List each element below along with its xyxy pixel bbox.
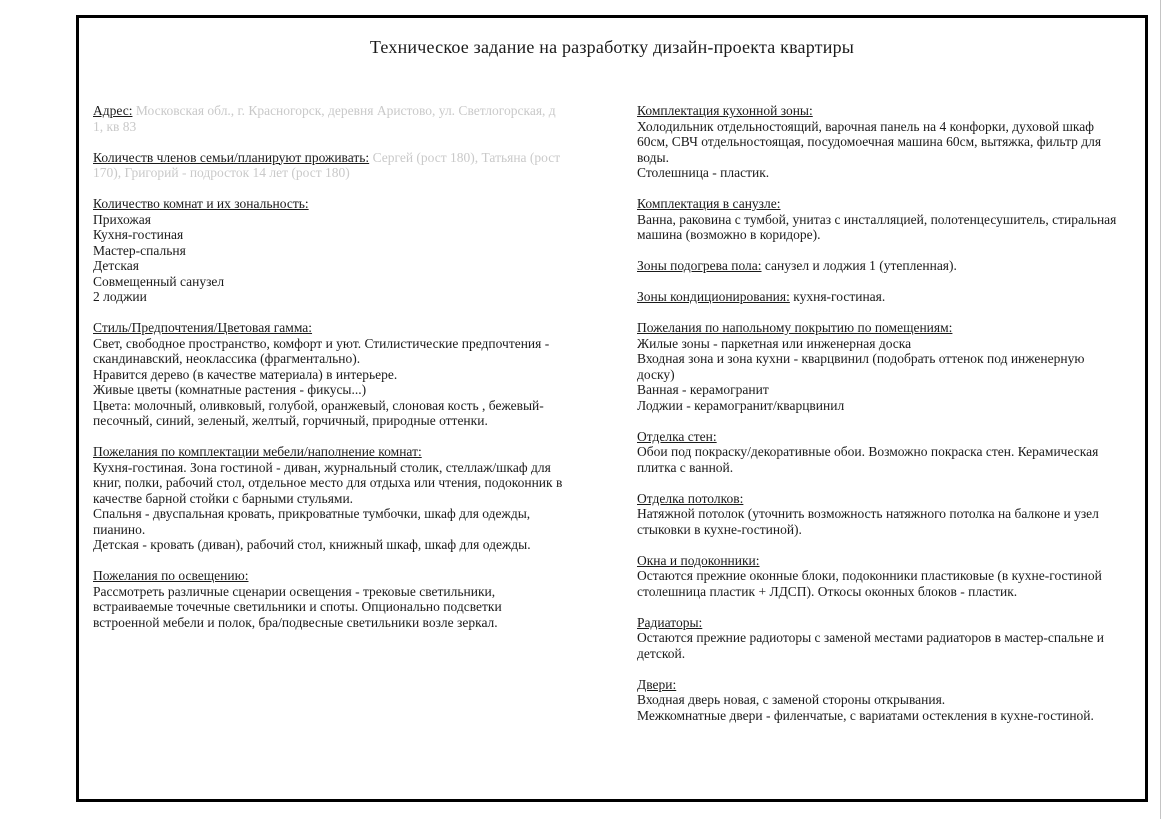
section-paragraph: Ванная - керамогранит <box>637 382 769 397</box>
section-paragraph: Натяжной потолок (уточнить возможность натяжного потолка на балконе и узел стыковки в кухне-гостиной). <box>637 506 1099 537</box>
section-heading: Зоны подогрева пола: <box>637 258 762 273</box>
section-paragraph: Нравится дерево (в качестве материала) в интерьере. <box>93 366 398 382</box>
document-section <box>637 677 1118 724</box>
document-page <box>76 15 1148 802</box>
document-section <box>637 103 1118 181</box>
section-paragraph: Детская <box>93 258 139 273</box>
document-title: Техническое задание на разработку дизайн-проекта квартиры <box>369 37 855 57</box>
section-heading: Адрес: <box>93 103 133 118</box>
section-paragraph: Ванна, раковина с тумбой, унитаз с инсталляцией, полотенцесушитель, стиральная машина (возможно в коридоре). <box>637 211 1117 242</box>
section-paragraph: Кухня-гостиная <box>93 227 184 242</box>
document-section <box>637 289 1118 305</box>
document-section <box>637 553 1118 600</box>
section-heading: Отделка потолков: <box>637 490 744 506</box>
section-paragraph: Лоджии - керамогранит/кварцвинил <box>637 397 845 413</box>
left-column <box>93 103 566 739</box>
section-paragraph: Входная зона и зона кухни - кварцвинил (подобрать оттенок под инженерную доску) <box>637 351 1085 382</box>
document-section <box>637 258 1118 274</box>
section-heading: Комплектация в санузле: <box>637 196 781 211</box>
window-right-edge <box>1160 0 1161 819</box>
section-heading: Окна и подоконники: <box>637 552 760 568</box>
section-text: Сергей (рост 180), Татьяна (рост 170), Григорий - подросток 14 лет (рост 180) <box>93 149 561 180</box>
document-section <box>93 568 566 630</box>
section-paragraph: 2 лоджии <box>93 289 147 304</box>
section-paragraph: Входная дверь новая, с заменой стороны открывания. <box>637 692 946 707</box>
section-heading: Стиль/Предпочтения/Цветовая гамма: <box>93 320 313 335</box>
section-paragraph: Обои под покраску/декоративные обои. Возможно покраска стен. Керамическая плитка с ванной. <box>637 444 1099 475</box>
document-section <box>637 429 1118 476</box>
section-paragraph: Совмещенный санузел <box>93 273 225 289</box>
section-paragraph: Свет, свободное пространство, комфорт и уют. Стилистические предпочтения - скандинавский, неоклассика (фрагментально). <box>93 335 550 366</box>
document-section <box>637 196 1118 243</box>
section-paragraph: Столешница - пластик. <box>637 165 770 180</box>
section-paragraph <box>93 150 566 181</box>
section-paragraph: Спальня - двуспальная кровать, прикроватные тумбочки, шкаф для одежды, пианино. <box>93 506 531 537</box>
section-paragraph: Остаются прежние радиоторы с заменой местами радиаторов в мастер-спальне и детской. <box>637 630 1104 661</box>
section-paragraph <box>637 289 1118 305</box>
section-heading: Зоны кондиционирования: <box>637 289 790 304</box>
right-column <box>637 103 1118 739</box>
section-heading: Двери: <box>637 676 677 692</box>
section-text: Московская обл., г. Красногорск, деревня Аристово, ул. Светлогорская, д 1, кв 83 <box>93 103 556 134</box>
document-section <box>93 320 566 429</box>
section-paragraph: Прихожая <box>93 211 151 227</box>
document-section <box>93 444 566 553</box>
document-section <box>93 103 566 134</box>
section-paragraph: Цвета: молочный, оливковый, голубой, оранжевый, слоновая кость , бежевый-песочный, синий, зеленый, желтый, горчичный, природные оттенки. <box>93 397 544 428</box>
section-heading: Количество комнат и их зональность: <box>93 196 309 211</box>
document-section <box>637 615 1118 662</box>
section-paragraph: Мастер-спальня <box>93 242 186 258</box>
section-heading: Пожелания по комплектации мебели/наполнение комнат: <box>93 444 422 459</box>
section-text: кухня-гостиная. <box>789 289 886 304</box>
section-heading: Пожелания по напольному покрытию по помещениям: <box>637 320 953 335</box>
section-paragraph: Рассмотреть различные сценарии освещения - трековые светильники, встраиваемые точечные светильники и споты. Опционально подсветки встроенной мебели и полок, бра/подвесные светильники возле зеркал. <box>93 583 502 630</box>
document-section <box>637 320 1118 413</box>
section-heading: Радиаторы: <box>637 614 703 630</box>
section-paragraph: Холодильник отдельностоящий, варочная панель на 4 конфорки, духовой шкаф 60см, СВЧ отдельностоящая, посудомоечная машина 60см, вытяжка, фильтр для воды. <box>637 118 1102 165</box>
section-heading: Пожелания по освещению: <box>93 568 249 583</box>
section-heading: Комплектация кухонной зоны: <box>637 103 813 118</box>
section-paragraph: Остаются прежние оконные блоки, подоконники пластиковые (в кухне-гостиной столешница пластик + ЛДСП). Откосы оконных блоков - пластик. <box>637 568 1102 599</box>
document-section <box>93 150 566 181</box>
section-text: санузел и лоджия 1 (утепленная). <box>761 258 957 273</box>
document-section <box>93 196 566 305</box>
section-paragraph: Жилые зоны - паркетная или инженерная доска <box>637 335 912 351</box>
section-heading: Отделка стен: <box>637 428 717 444</box>
section-paragraph: Кухня-гостиная. Зона гостиной - диван, журнальный столик, стеллаж/шкаф для книг, полки, рабочий стол, отдельное место для отдыха или чтения, подоконник в качестве барной стойки с барными стульями. <box>93 459 563 506</box>
section-heading: Количеств членов семьи/планируют проживать: <box>93 149 370 165</box>
section-paragraph: Живые цветы (комнатные растения - фикусы...) <box>93 382 367 397</box>
section-paragraph: Межкомнатные двери - филенчатые, с вариатами остекления в кухне-гостиной. <box>637 707 1094 723</box>
document-section <box>637 491 1118 538</box>
section-paragraph <box>637 258 1118 274</box>
section-paragraph: Детская - кровать (диван), рабочий стол, книжный шкаф, шкаф для одежды. <box>93 537 531 552</box>
section-paragraph <box>93 103 566 134</box>
document-body <box>79 103 1145 739</box>
